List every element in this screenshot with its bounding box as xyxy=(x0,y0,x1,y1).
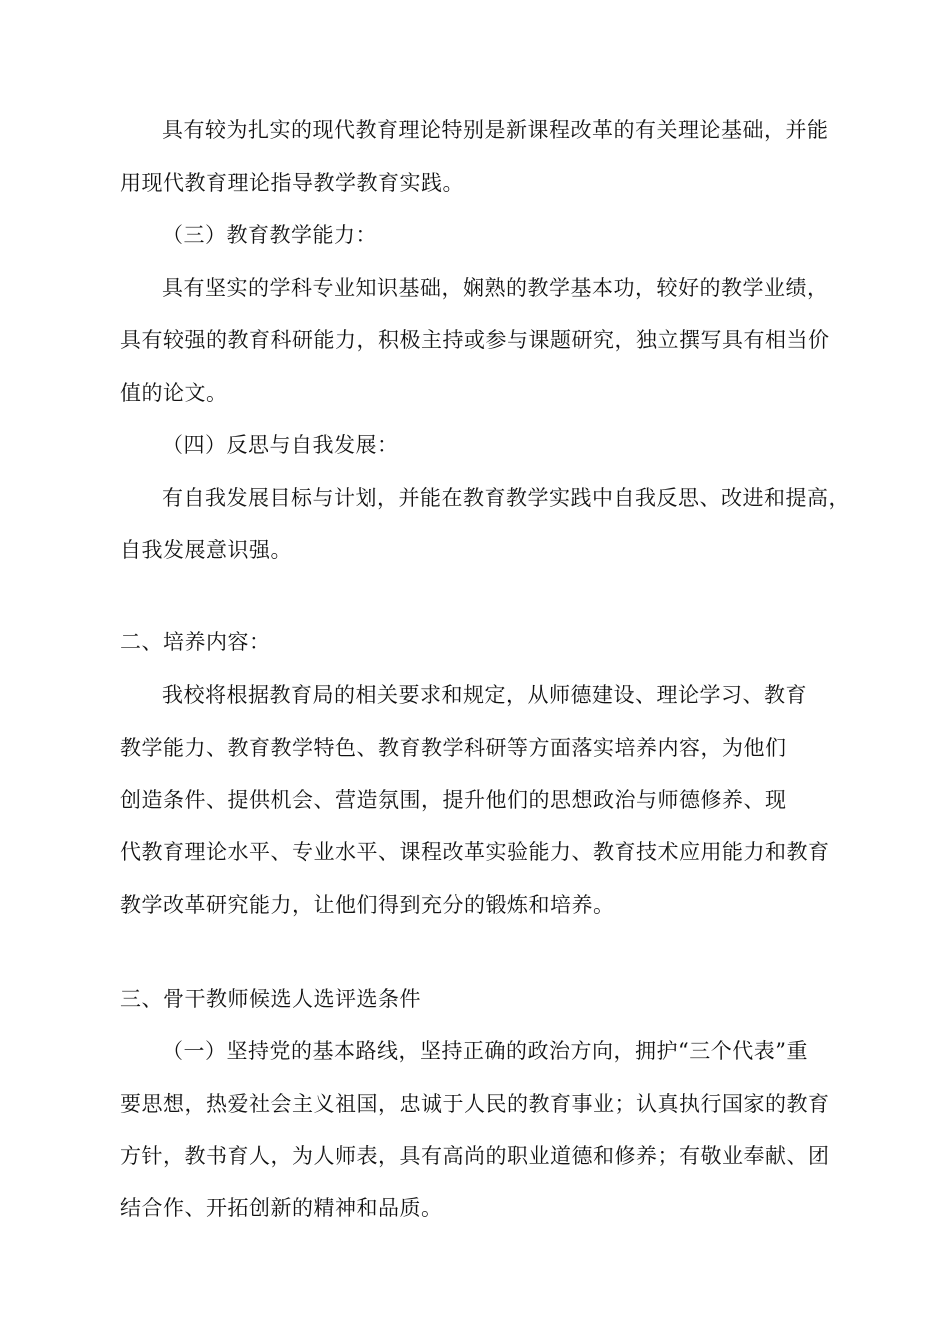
paragraph-line: 用现代教育理论指导教学教育实践。 xyxy=(120,171,464,195)
paragraph-line: 代教育理论水平、专业水平、课程改革实验能力、教育技术应用能力和教育 xyxy=(120,840,830,864)
paragraph-line: 教学能力、教育教学特色、教育教学科研等方面落实培养内容，为他们 xyxy=(120,736,787,760)
paragraph-line: 值的论文。 xyxy=(120,381,228,405)
paragraph-line: 具有较强的教育科研能力，积极主持或参与课题研究，独立撰写具有相当价 xyxy=(120,328,830,352)
paragraph-line: 有自我发展目标与计划，并能在教育教学实践中自我反思、改进和提高， xyxy=(162,486,850,510)
subheading-three: （三）教育教学能力： xyxy=(162,223,377,247)
paragraph-line: 具有较为扎实的现代教育理论特别是新课程改革的有关理论基础，并能 xyxy=(162,118,829,142)
paragraph-line: 要思想，热爱社会主义祖国，忠诚于人民的教育事业；认真执行国家的教育 xyxy=(120,1092,830,1116)
paragraph-line: 结合作、开拓创新的精神和品质。 xyxy=(120,1196,443,1220)
paragraph-line: 自我发展意识强。 xyxy=(120,538,292,562)
paragraph-line: 创造条件、提供机会、营造氛围，提升他们的思想政治与师德修养、现 xyxy=(120,788,787,812)
paragraph-line: 方针，教书育人，为人师表，具有高尚的职业道德和修养；有敬业奉献、团 xyxy=(120,1144,830,1168)
subheading-four: （四）反思与自我发展： xyxy=(162,433,399,457)
paragraph-line: 教学改革研究能力，让他们得到充分的锻炼和培养。 xyxy=(120,893,615,917)
paragraph-line: 具有坚实的学科专业知识基础，娴熟的教学基本功，较好的教学业绩， xyxy=(162,276,829,300)
section-title-two: 二、培养内容： xyxy=(120,630,271,654)
section-title-three: 三、骨干教师候选人选评选条件 xyxy=(120,987,421,1011)
paragraph-line: （一）坚持党的基本路线，坚持正确的政治方向，拥护“三个代表”重 xyxy=(162,1039,808,1063)
paragraph-line: 我校将根据教育局的相关要求和规定，从师德建设、理论学习、教育 xyxy=(162,683,807,707)
